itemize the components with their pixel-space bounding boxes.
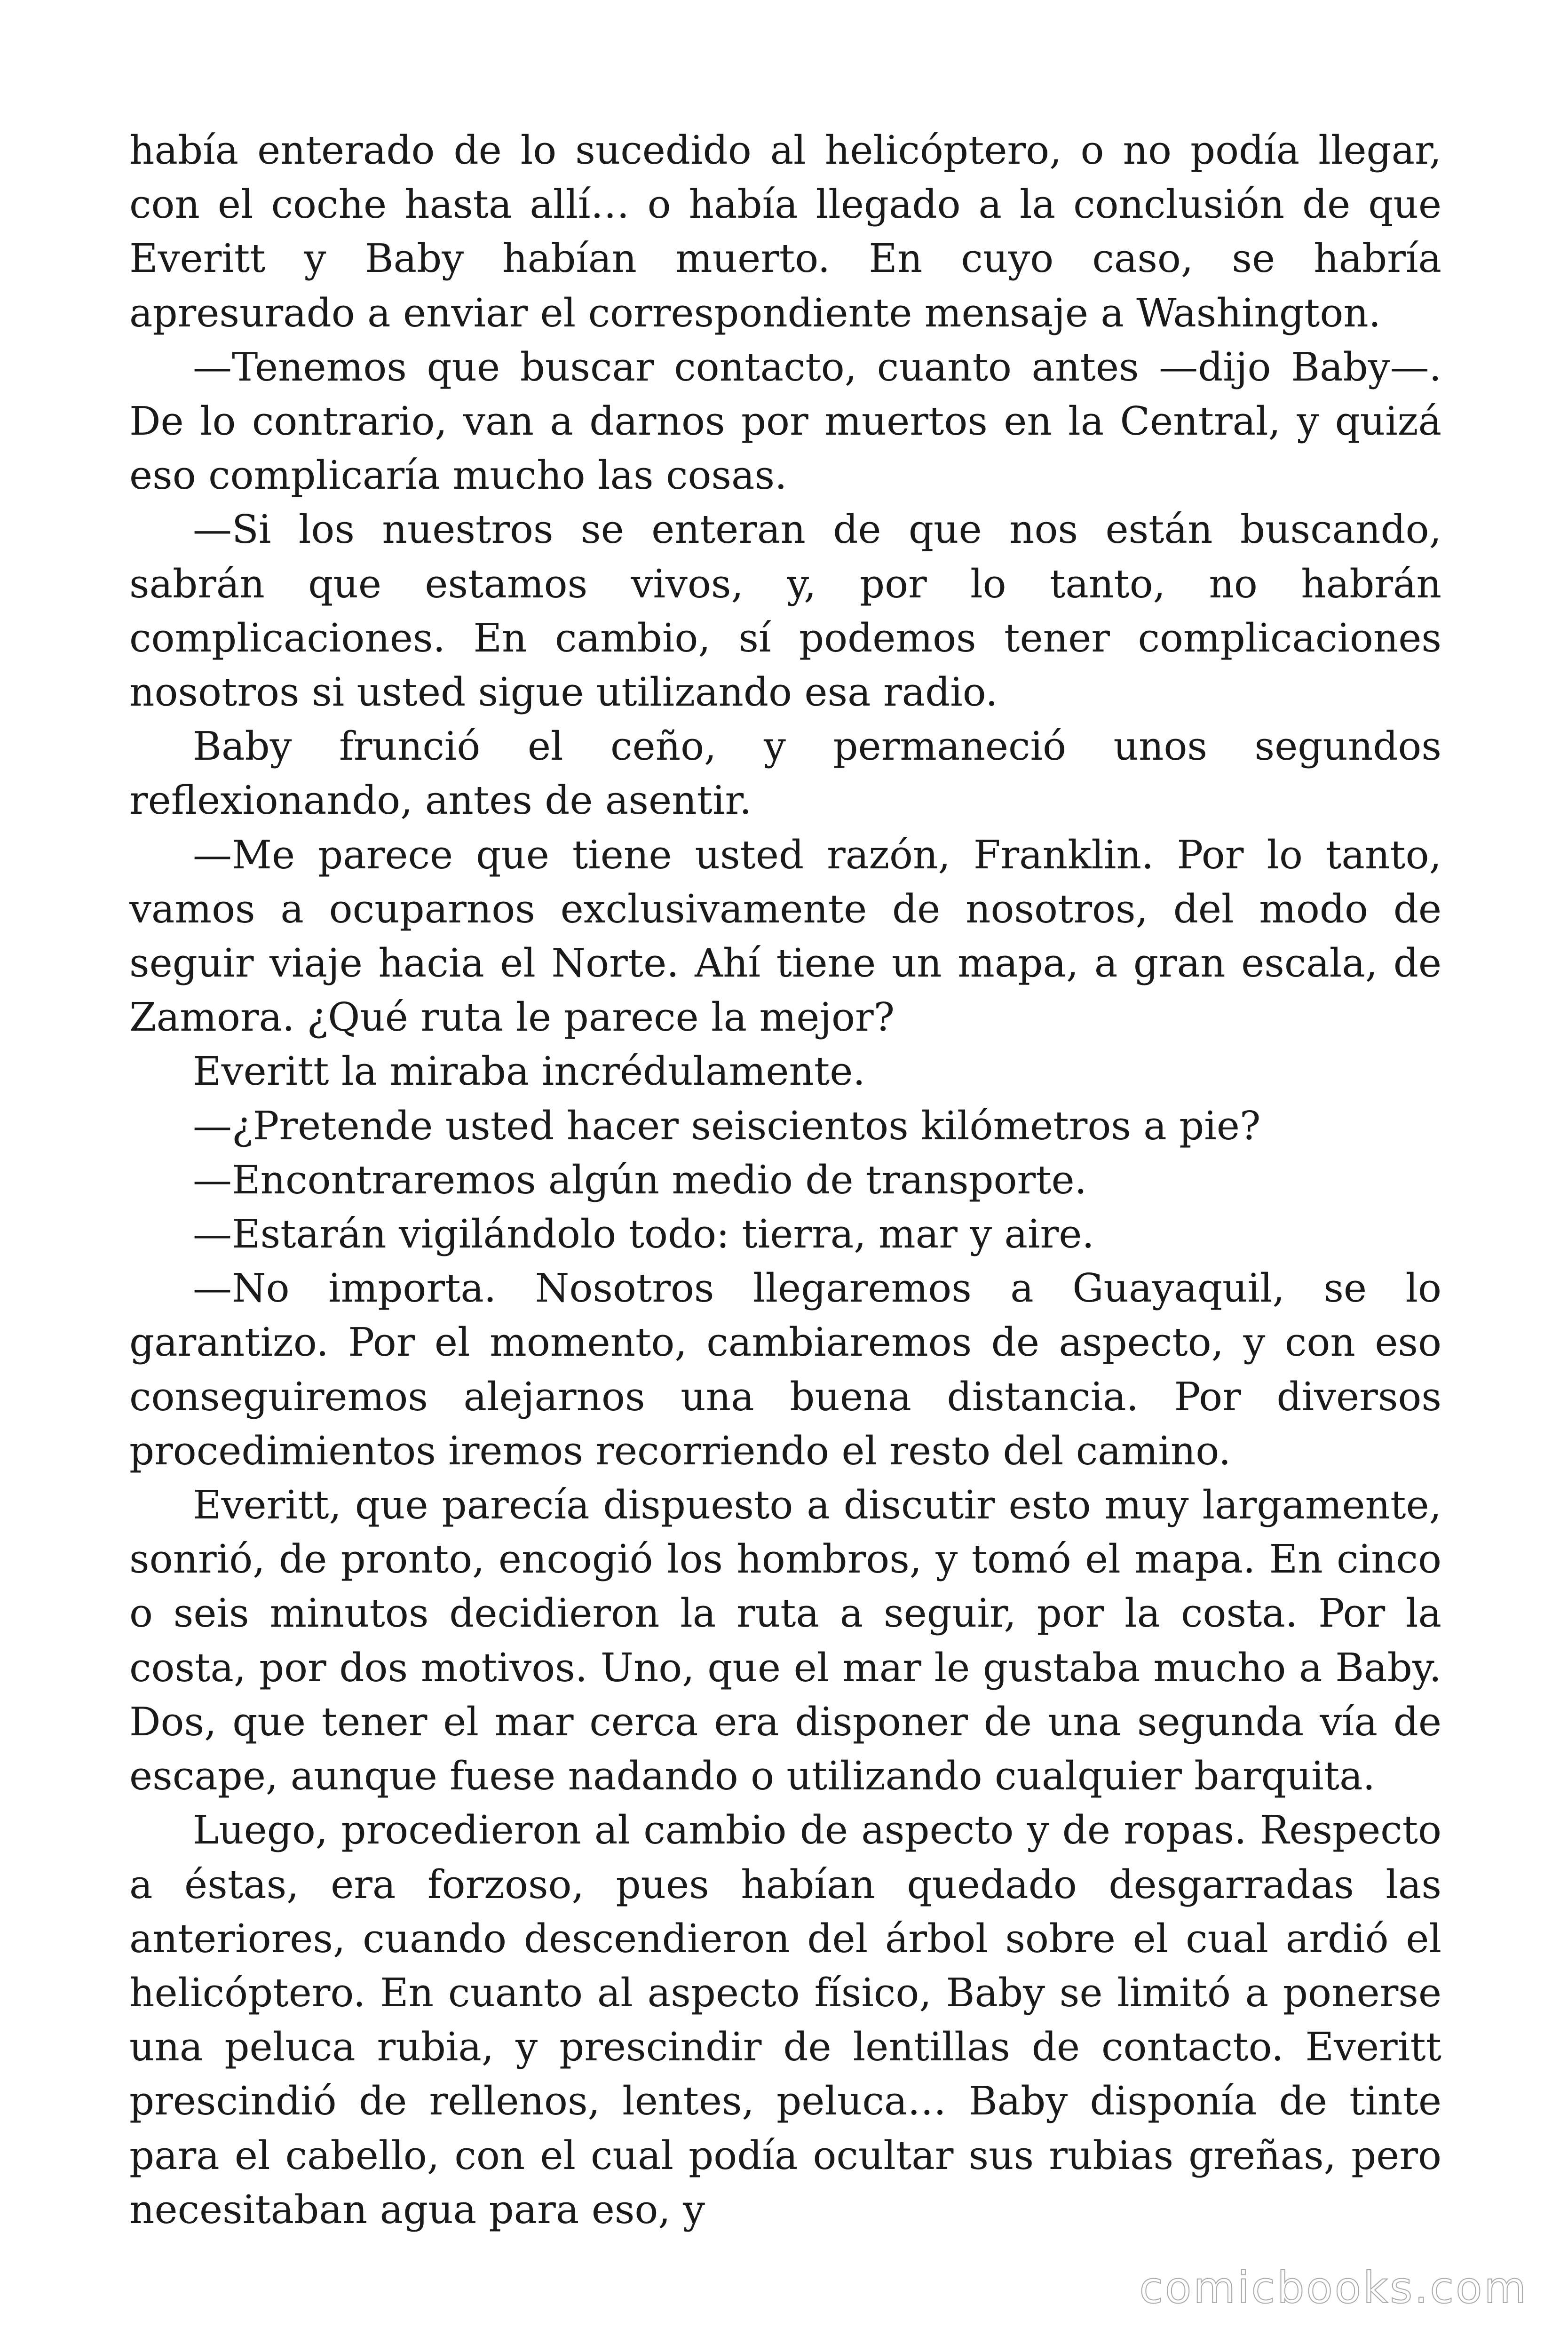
- paragraph: —Estarán vigilándolo todo: tierra, mar y aire.: [193, 1211, 1094, 1257]
- watermark-logo: comicbooks.com: [1139, 2263, 1528, 2313]
- paragraph: —Me parece que tiene usted razón, Franklin. Por lo tanto, vamos a ocuparnos exclusivamente de nosotros, del modo de seguir viaje hacia el Norte. Ahí tiene un mapa, a gran escala, de Zamora. ¿Qué ruta le parece la mejor?: [129, 832, 1441, 1041]
- paragraph: —Si los nuestros se enteran de que nos están buscando, sabrán que estamos vivos, y, por lo tanto, no habrán complicaciones. En cambio, sí podemos tener complicaciones nosotros si usted sigue utilizando esa radio.: [129, 507, 1441, 715]
- paragraph: —¿Pretende usted hacer seiscientos kilómetros a pie?: [193, 1103, 1261, 1149]
- paragraph: Luego, procedieron al cambio de aspecto y de ropas. Respecto a éstas, era forzoso, pues habían quedado desgarradas las anteriores, cuando descendieron del árbol sobre el cual ardió el helicóptero. En cuanto al aspecto físico, Baby se limitó a ponerse una peluca rubia, y prescindir de lentillas de contacto. Everitt prescindió de rellenos, lentes, peluca… Baby disponía de tinte para el cabello, con el cual podía ocultar sus rubias greñas, pero necesitaban agua para eso, y: [129, 1807, 1441, 2233]
- paragraph: —No importa. Nosotros llegaremos a Guayaquil, se lo garantizo. Por el momento, cambiaremos de aspecto, y con eso conseguiremos alejarnos una buena distancia. Por diversos procedimientos iremos recorriendo el resto del camino.: [129, 1265, 1441, 1474]
- page-body-text: [129, 123, 1441, 2237]
- paragraph: —Encontraremos algún medio de transporte.: [193, 1157, 1087, 1203]
- paragraph: había enterado de lo sucedido al helicóptero, o no podía llegar, con el coche hasta allí… o había llegado a la conclusión de que Everitt y Baby habían muerto. En cuyo caso, se habría apresurado a enviar el correspondiente mensaje a Washington.: [129, 127, 1441, 336]
- paragraph: Everitt la miraba incrédulamente.: [193, 1049, 865, 1095]
- paragraph: Baby frunció el ceño, y permaneció unos segundos reflexionando, antes de asentir.: [129, 723, 1441, 824]
- paragraph: Everitt, que parecía dispuesto a discutir esto muy largamente, sonrió, de pronto, encogió los hombros, y tomó el mapa. En cinco o seis minutos decidieron la ruta a seguir, por la costa. Por la costa, por dos motivos. Uno, que el mar le gustaba mucho a Baby. Dos, que tener el mar cerca era disponer de una segunda vía de escape, aunque fuese nadando o utilizando cualquier barquita.: [129, 1482, 1441, 1799]
- paragraph: —Tenemos que buscar contacto, cuanto antes —dijo Baby—. De lo contrario, van a darnos por muertos en la Central, y quizá eso complicaría mucho las cosas.: [129, 344, 1441, 499]
